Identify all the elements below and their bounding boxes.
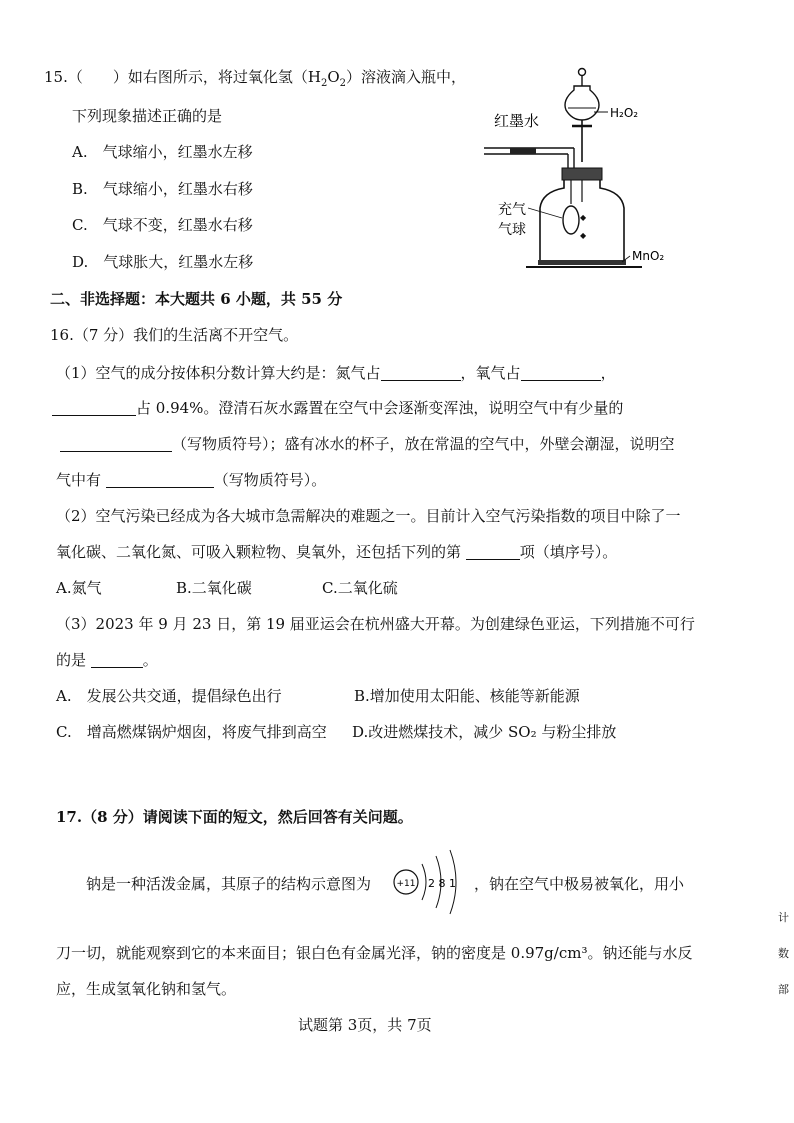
apparatus-diagram bbox=[482, 62, 682, 274]
answer-blank[interactable] bbox=[466, 545, 520, 560]
q17-line1-b: ，钠在空气中极易被氧化，用小 bbox=[474, 875, 685, 893]
q16-part2-option-c: C.二氧化硫 bbox=[322, 579, 398, 597]
page-footer: 试题第 3页，共 7页 bbox=[298, 1016, 432, 1034]
q17-header: 17.（8 分）请阅读下面的短文，然后回答有关问题。 bbox=[56, 808, 413, 826]
answer-blank[interactable] bbox=[106, 473, 214, 488]
q16-part1-line4: 气中有 （写物质符号）。 bbox=[56, 471, 327, 489]
answer-blank[interactable] bbox=[60, 437, 172, 452]
margin-char: 数 bbox=[778, 947, 789, 960]
answer-blank[interactable] bbox=[521, 366, 601, 381]
q16-part1-line3: （写物质符号）；盛有冰水的杯子，放在常温的空气中，外壁会潮湿，说明空 bbox=[60, 437, 675, 452]
svg-text:◆: ◆ bbox=[580, 231, 587, 240]
q16-part2-option-a: A.氮气 bbox=[56, 579, 102, 597]
q17-line2: 刀一切，就能观察到它的本来面目；银白色有金属光泽，钠的密度是 0.97g/cm³。钠还能与水反 bbox=[56, 944, 693, 962]
red-ink-label: 红墨水 bbox=[494, 112, 540, 130]
answer-blank[interactable] bbox=[381, 366, 461, 381]
q17-line3: 应，生成氢氧化钠和氢气。 bbox=[56, 980, 237, 998]
balloon-label-2: 气球 bbox=[498, 222, 526, 238]
svg-text:◆: ◆ bbox=[580, 213, 587, 222]
atom-shells: 2 8 1 bbox=[428, 877, 456, 890]
margin-char: 部 bbox=[778, 983, 789, 996]
q16-part3-option-a: A. 发展公共交通，提倡绿色出行 bbox=[56, 687, 282, 705]
q16-part2-line2: 氧化碳、二氧化氮、可吸入颗粒物、臭氧外，还包括下列的第 项（填序号）。 bbox=[56, 543, 618, 561]
q17-line1-a: 钠是一种活泼金属，其原子的结构示意图为 bbox=[86, 875, 372, 893]
q16-part3-line2: 的是 。 bbox=[56, 651, 158, 669]
q15-option-c: C. 气球不变，红墨水右移 bbox=[72, 216, 253, 234]
h2o2-label: H₂O₂ bbox=[610, 106, 639, 120]
q15-stem-line2: 下列现象描述正确的是 bbox=[72, 107, 223, 125]
section-heading: 二、非选择题：本大题共 6 小题，共 55 分 bbox=[50, 290, 343, 308]
balloon-label-1: 充气 bbox=[498, 202, 526, 218]
mno2-label: MnO₂ bbox=[632, 249, 665, 263]
q16-part3-option-c: C. 增高燃煤锅炉烟囱，将废气排到高空 bbox=[56, 723, 327, 741]
q16-part2-option-b: B.二氧化碳 bbox=[176, 579, 252, 597]
answer-blank[interactable] bbox=[91, 653, 143, 668]
atom-nucleus: +11 bbox=[396, 879, 416, 889]
answer-blank[interactable] bbox=[52, 401, 136, 416]
q16-part3-option-b: B.增加使用太阳能、核能等新能源 bbox=[354, 687, 580, 705]
q15-option-d: D. 气球胀大，红墨水左移 bbox=[72, 253, 254, 271]
q15-stem-line1: 15.（ ）如右图所示，将过氧化氢$(H_2O_2)$溶液滴入瓶中， bbox=[44, 68, 467, 89]
margin-char: 计 bbox=[778, 911, 789, 924]
q16-part1-line1: （1）空气的成分按体积分数计算大约是：氮气占 ，氧气占 ， bbox=[56, 364, 616, 382]
q15-option-b: B. 气球缩小，红墨水右移 bbox=[72, 180, 253, 198]
q16-part3-option-d: D.改进燃煤技术，减少 SO₂ 与粉尘排放 bbox=[352, 723, 617, 741]
q16-part2-line1: （2）空气污染已经成为各大城市急需解决的难题之一。目前计入空气污染指数的项目中除了一 bbox=[56, 507, 681, 525]
q16-header: 16.（7 分）我们的生活离不开空气。 bbox=[50, 326, 299, 344]
q15-option-a: A. 气球缩小，红墨水左移 bbox=[72, 143, 253, 161]
sodium-atom-diagram bbox=[392, 846, 474, 918]
q16-part1-line2: 占 0.94%。澄清石灰水露置在空气中会逐渐变浑浊，说明空气中有少量的 bbox=[52, 401, 623, 416]
q16-part3-line1: （3）2023 年 9 月 23 日，第 19 届亚运会在杭州盛大开幕。为创建绿色亚运，下列措施不可行 bbox=[56, 615, 695, 633]
